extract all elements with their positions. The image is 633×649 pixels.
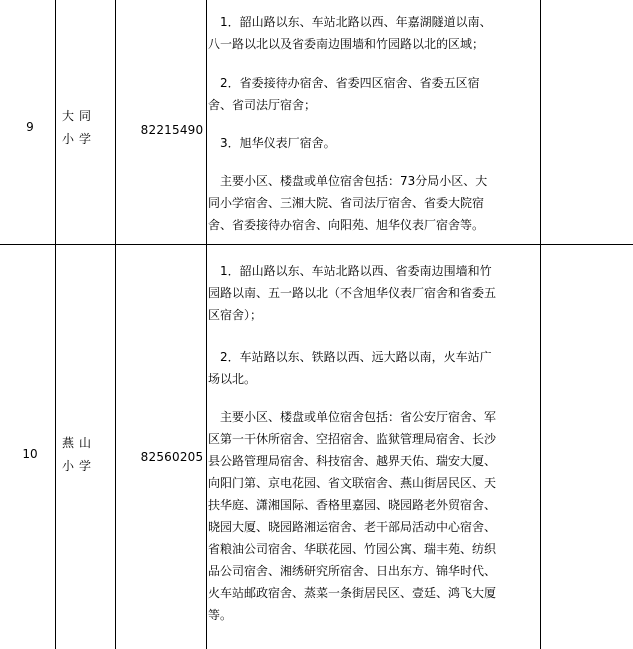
zone-text-line: 2．省委接待办宿舍、省委四区宿舍、省委五区宿 (208, 76, 480, 90)
zone-paragraph (208, 346, 540, 390)
zone-text-line: 3．旭华仪表厂宿舍。 (208, 136, 336, 150)
phone-number: 82215490 (140, 123, 204, 137)
zone-text-line: 同小学宿舍、三湘大院、省司法厅宿舍、省委大院宿 (208, 196, 485, 210)
table-border-col2 (115, 0, 116, 649)
zone-text-line: 场以北。 (208, 372, 257, 386)
table-border-left (55, 0, 56, 649)
row-number: 10 (22, 447, 38, 461)
zone-text-line: 县公路管理局宿舍、科技宿舍、越界天佑、瑞安大厦、 (208, 454, 497, 468)
zone-paragraph (208, 132, 540, 154)
table-row-separator (0, 244, 633, 245)
zone-text-line: 区第一干休所宿舍、空招宿舍、监狱管理局宿舍、长沙 (208, 432, 497, 446)
table-border-col3 (206, 0, 207, 649)
school-name: 大同小学 (62, 109, 97, 146)
table-border-col4 (540, 0, 541, 649)
school-name: 燕山小学 (62, 436, 97, 473)
phone-number: 82560205 (140, 450, 204, 464)
zone-text-line: 园路以南、五一路以北（不含旭华仪表厂宿舍和省委五 (208, 286, 497, 300)
zone-text-line: 主要小区、楼盘或单位宿舍包括：省公安厅宿舍、军 (208, 410, 497, 424)
zone-text-line: 扶华庭、潇湘国际、香格里嘉园、晓园路老外贸宿舍、 (208, 498, 497, 512)
zone-paragraph (208, 260, 540, 326)
zone-text-line: 等。 (208, 608, 233, 622)
zone-text-line: 八一路以北以及省委南边围墙和竹园路以北的区域； (208, 37, 485, 51)
zone-paragraph (208, 406, 540, 626)
zone-text-line: 省粮油公司宿舍、华联花园、竹园公寓、瑞丰苑、纺织 (208, 542, 497, 556)
zone-paragraph (208, 72, 540, 116)
zone-paragraph (208, 170, 540, 236)
row-number: 9 (26, 120, 34, 134)
zone-text-line: 主要小区、楼盘或单位宿舍包括：73分局小区、大 (208, 174, 488, 188)
zone-text-line: 向阳门第、京电花园、省文联宿舍、燕山街居民区、天 (208, 476, 497, 490)
zone-text-line: 舍、省司法厅宿舍； (208, 98, 317, 112)
zone-text-line: 晓园大厦、晓园路湘运宿舍、老干部局活动中心宿舍、 (208, 520, 497, 534)
zone-text-line: 火车站邮政宿舍、蒸菜一条街居民区、壹廷、鸿飞大厦 (208, 586, 497, 600)
zone-text-line: 1．韶山路以东、车站北路以西、省委南边围墙和竹 (208, 264, 492, 278)
zone-paragraph (208, 11, 540, 55)
zone-text-line: 品公司宿舍、湘绣研究所宿舍、日出东方、锦华时代、 (208, 564, 497, 578)
zone-text-line: 1．韶山路以东、车站北路以西、年嘉湖隧道以南、 (208, 15, 492, 29)
zone-text-line: 2．车站路以东、铁路以西、远大路以南，火车站广 (208, 350, 492, 364)
zone-text-line: 舍、省委接待办宿舍、向阳苑、旭华仪表厂宿舍等。 (208, 218, 485, 232)
zone-text-line: 区宿舍）； (208, 308, 263, 322)
